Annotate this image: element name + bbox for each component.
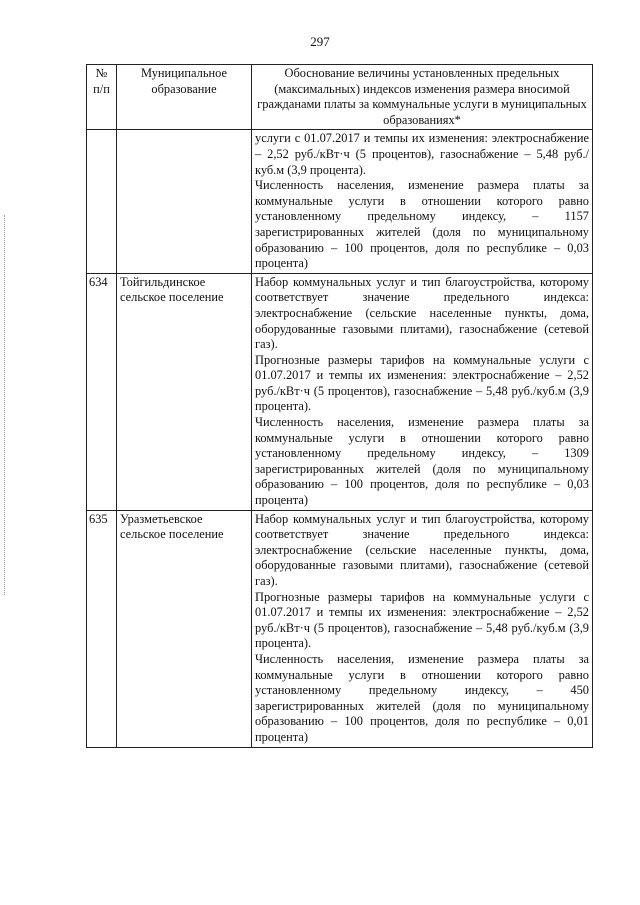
justification-paragraph: Численность населения, изменение размера платы за коммунальные услуги в отношении которого равно установленному предельному индексу, – 1309 зарегистрированных жителей (доля по муниципальному образованию – 100 процентов, доля по республике – 0,03 процента) [255,415,589,508]
row-municipality: Тойгильдинское сельское поселение [117,273,252,510]
row-justification [252,130,593,273]
justification-paragraph: Прогнозные размеры тарифов на коммунальные услуги с 01.07.2017 и темпы их изменения: электроснабжение – 2,52 руб./кВт·ч (5 процентов), газоснабжение – 5,48 руб./куб.м (3,9 процента). [255,589,589,651]
row-municipality [117,130,252,273]
justification-paragraph: Численность населения, изменение размера платы за коммунальные услуги в отношении которого равно установленному предельному индексу, – 1157 зарегистрированных жителей (доля по муниципальному образованию – 100 процентов, доля по республике – 0,03 процента) [255,178,589,271]
justification-paragraph: Набор коммунальных услуг и тип благоустройства, которому соответствует значение предельного индекса: электроснабжение (сельские населенные пункты, дома, оборудованные газовыми плитами), газоснабжение (сетевой газ). [255,511,589,588]
justification-paragraph: Набор коммунальных услуг и тип благоустройства, которому соответствует значение предельного индекса: электроснабжение (сельские населенные пункты, дома, оборудованные газовыми плитами), газоснабжение (сетевой газ). [255,274,589,352]
row-num: 635 [87,510,117,747]
row-justification [252,273,593,510]
header-municipality: Муниципальное образование [117,65,252,130]
row-justification [252,510,593,747]
table-header-row [87,65,593,130]
table-row [87,273,593,510]
tariff-index-table [86,64,593,748]
scan-edge-marks [4,215,7,595]
justification-paragraph: Численность населения, изменение размера платы за коммунальные услуги в отношении которого равно установленному предельному индексу, – 450 зарегистрированных жителей (доля по муниципальному образованию – 100 процентов, доля по республике – 0,01 процента) [255,651,589,744]
row-municipality: Уразметьевское сельское поселение [117,510,252,747]
table-row [87,510,593,747]
justification-paragraph: Прогнозные размеры тарифов на коммунальные услуги с 01.07.2017 и темпы их изменения: электроснабжение – 2,52 руб./кВт·ч (5 процентов), газоснабжение – 5,48 руб./куб.м (3,9 процента). [255,352,589,414]
row-num [87,130,117,273]
row-num: 634 [87,273,117,510]
page-number: 297 [310,34,330,49]
table-row [87,130,593,273]
header-num: № п/п [87,65,117,130]
justification-paragraph: услуги с 01.07.2017 и темпы их изменения: электроснабжение – 2,52 руб./кВт·ч (5 процентов), газоснабжение – 5,48 руб./куб.м (3,9 процента). [255,131,589,177]
header-justification: Обоснование величины установленных предельных (максимальных) индексов изменения размера вносимой гражданами платы за коммунальные услуги в муниципальных образованиях* [252,65,593,130]
